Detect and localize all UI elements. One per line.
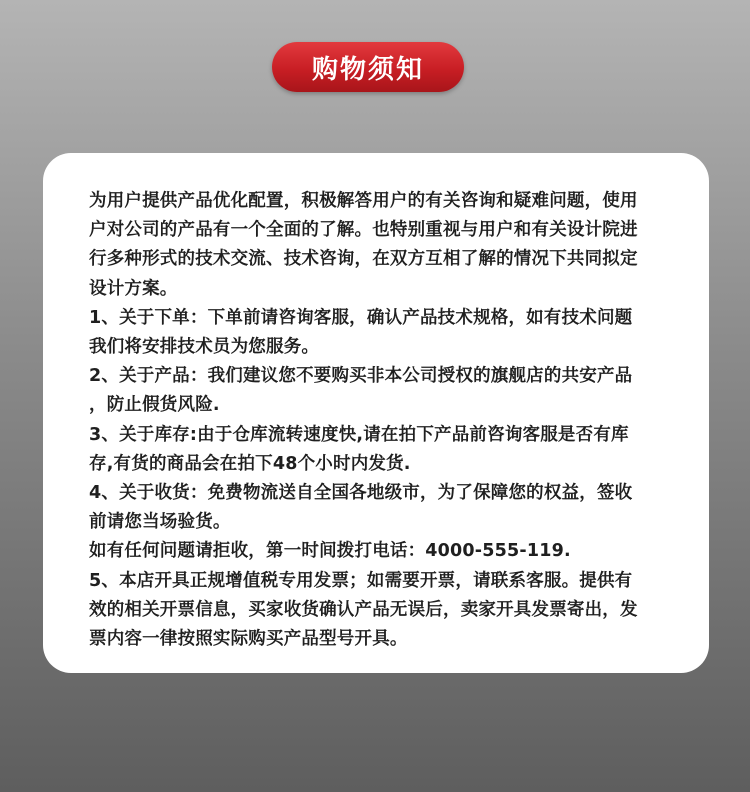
notice-line: 存,有货的商品会在拍下48个小时内发货. [89,453,411,474]
notice-line: 户对公司的产品有一个全面的了解。也特别重视与用户和有关设计院进 [89,220,638,241]
notice-line: 3、关于库存:由于仓库流转速度快,请在拍下产品前咨询客服是否有库 [89,424,629,445]
page-title: 购物须知 [311,54,424,85]
notice-line: 5、本店开具正规增值税专用发票；如需要开票，请联系客服。提供有 [89,570,633,591]
notice-line: 如有任何问题请拒收，第一时间拨打电话：4000-555-119. [89,541,571,562]
notice-line: 4、关于收货：免费物流送自全国各地级市，为了保障您的权益，签收 [89,483,633,504]
notice-line: 效的相关开票信息，买家收货确认产品无误后，卖家开具发票寄出，发 [89,599,638,620]
notice-card [43,153,709,673]
notice-line: 为用户提供产品优化配置，积极解答用户的有关咨询和疑难问题，使用 [89,191,638,211]
notice-line: 票内容一律按照实际购买产品型号开具。 [89,629,408,650]
notice-line: 我们将安排技术员为您服务。 [89,337,320,358]
page-title-badge [272,42,464,92]
notice-line: 设计方案。 [89,278,178,299]
notice-line: 2、关于产品：我们建议您不要购买非本公司授权的旗舰店的共安产品 [89,366,633,387]
notice-line: 前请您当场验货。 [89,512,231,533]
notice-line: ，防止假货风险. [89,395,220,416]
notice-line: 行多种形式的技术交流、技术咨询，在双方互相了解的情况下共同拟定 [89,249,638,270]
notice-line: 1、关于下单：下单前请咨询客服，确认产品技术规格，如有技术问题 [89,307,633,328]
